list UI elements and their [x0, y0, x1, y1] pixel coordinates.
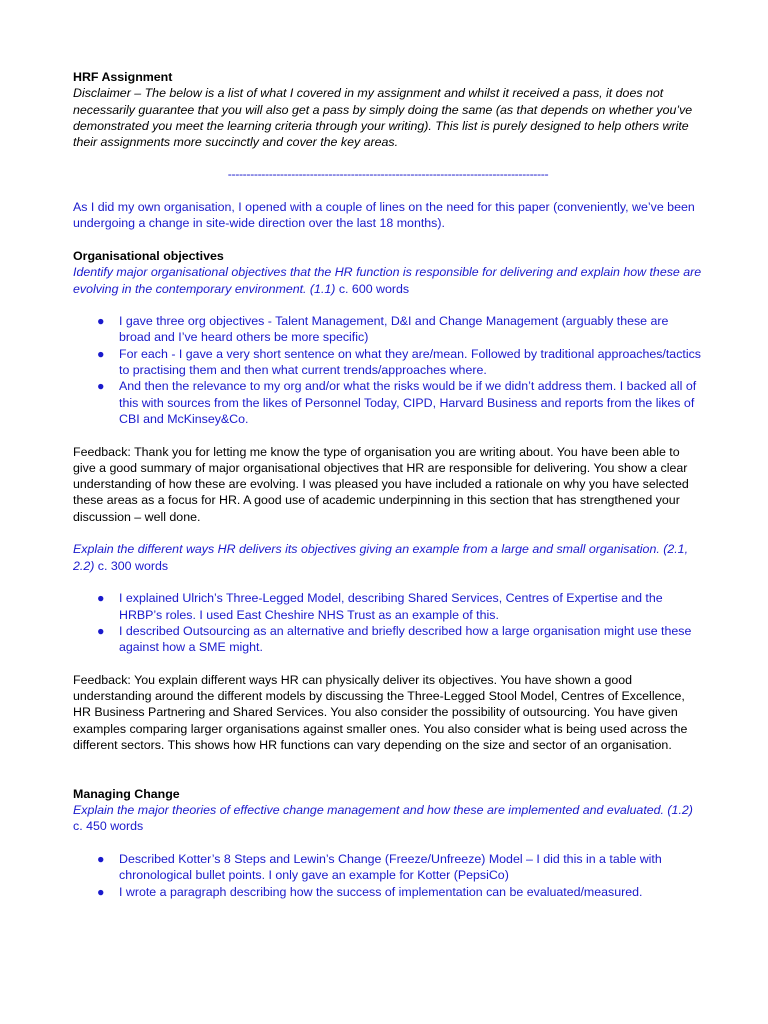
section-question [73, 802, 703, 835]
disclaimer-text: Disclaimer – The below is a list of what I covered in my assignment and whilst it received a pass, it does not necessarily guarantee that you will also get a pass by simply doing the same (as that depends on whether you’ve demonstrated you meet the learning criteria through your writing). This list is purely designed to help others write their assignments more succinctly and cover the key areas. [73, 86, 693, 150]
list-item-text: I described Outsourcing as an alternative and briefly described how a large organisation might use these against how a SME might. [119, 623, 692, 655]
intro-paragraph: As I did my own organisation, I opened with a couple of lines on the need for this paper (conveniently, we’ve been undergoing a change in site-wide direction over the last 18 months). [73, 200, 695, 231]
question-text: Identify major organisational objectives that the HR function is responsible for delivering and explain how these are evolving in the contemporary environment. (1.1) [73, 265, 702, 296]
question-text: Explain the major theories of effective change management and how these are implemented and evaluated. (1.2) [73, 803, 693, 818]
document-body [73, 69, 703, 900]
word-count: c. 300 words [94, 558, 169, 573]
divider-line: -------------------------------------------------------------------------------------- [227, 167, 549, 182]
question-text: Explain the different ways HR delivers its objectives giving an example from a large and small organisation. (2.1, 2.2) [73, 542, 689, 573]
bullet-icon: ● [97, 591, 105, 606]
bullet-icon: ● [97, 884, 105, 899]
list-item [73, 590, 703, 623]
bullet-icon: ● [97, 346, 105, 361]
bullet-icon: ● [97, 314, 105, 329]
list-item [73, 378, 703, 427]
section-question [73, 541, 703, 574]
bullet-icon: ● [97, 379, 105, 394]
list-item [73, 346, 703, 379]
list-item [73, 313, 703, 346]
list-item-text: I wrote a paragraph describing how the success of implementation can be evaluated/measured. [119, 884, 643, 899]
word-count: c. 600 words [335, 281, 410, 296]
section-heading-managing-change: Managing Change [73, 786, 180, 801]
bullet-list [73, 851, 703, 900]
list-item-text: And then the relevance to my org and/or what the risks would be if we didn’t address them. I backed all of this with sources from the likes of Personnel Today, CIPD, Harvard Business and reports from the likes of CBI and McKinsey&Co. [119, 379, 697, 426]
section-question [73, 264, 703, 297]
list-item-text: For each - I gave a very short sentence on what they are/mean. Followed by traditional approaches/tactics to practising them and then what current trends/approaches where. [119, 346, 701, 378]
word-count: c. 450 words [73, 819, 144, 834]
list-item-text: Described Kotter’s 8 Steps and Lewin’s Change (Freeze/Unfreeze) Model – I did this in a table with chronological bullet points. I only gave an example for Kotter (PepsiCo) [119, 851, 662, 883]
list-item [73, 884, 703, 900]
document-title: HRF Assignment [73, 70, 173, 84]
list-item [73, 623, 703, 656]
bullet-icon: ● [97, 851, 105, 866]
bullet-icon: ● [97, 623, 105, 638]
feedback-paragraph: Feedback: You explain different ways HR can physically deliver its objectives. You have shown a good understanding around the different models by discussing the Three-Legged Stool Model, Centres of Excellence, HR Business Partnering and Shared Services. You also consider the possibility of outsourcing. You have given examples comparing larger organisations against smaller ones. You also consider what is being used across the different sectors. This shows how HR functions can vary depending on the size and sector of an organisation. [73, 672, 688, 752]
list-item-text: I explained Ulrich’s Three-Legged Model, describing Shared Services, Centres of Expertise and the HRBP’s roles. I used East Cheshire NHS Trust as an example of this. [119, 591, 663, 622]
bullet-list [73, 590, 703, 655]
list-item [73, 851, 703, 884]
section-heading-org-objectives: Organisational objectives [73, 248, 224, 263]
feedback-paragraph: Feedback: Thank you for letting me know the type of organisation you are writing about. You have been able to give a good summary of major organisational objectives that HR are responsible for delivering. You show a clear understanding of how these are evolving. I was pleased you have included a rationale on why you have selected these areas as a focus for HR. A good use of academic underpinning in this section that has strengthened your discussion – well done. [73, 444, 689, 524]
list-item-text: I gave three org objectives - Talent Management, D&I and Change Management (arguably these are broad and I’ve heard others be more specific) [119, 314, 669, 345]
bullet-list [73, 313, 703, 427]
